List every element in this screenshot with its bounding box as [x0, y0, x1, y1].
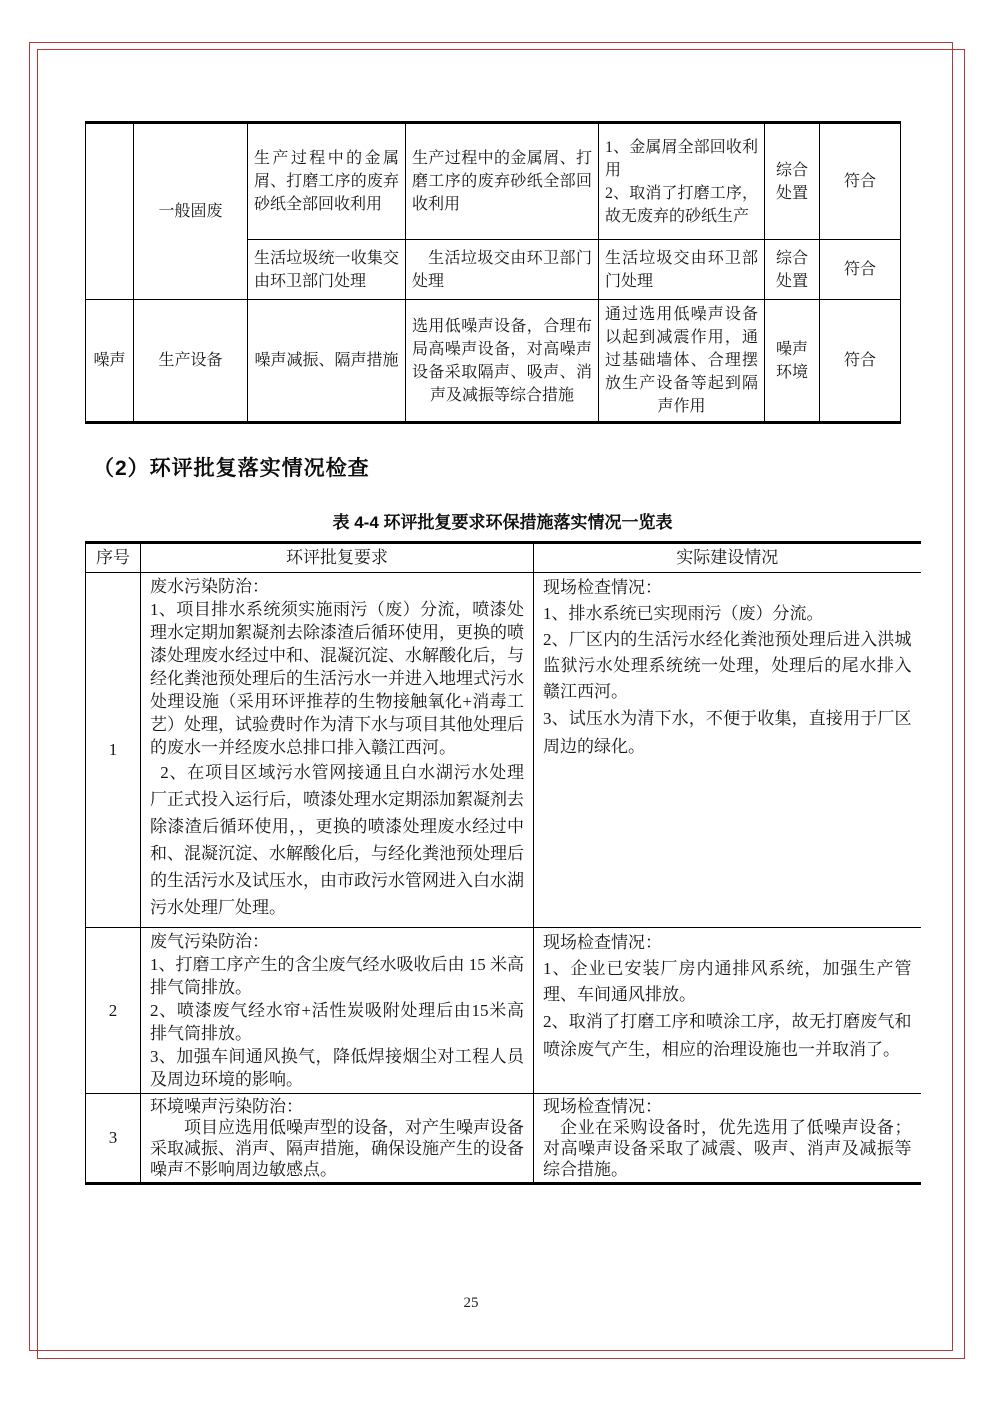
approval-requirement-cell: 噪声减振、隔声措施	[248, 300, 406, 423]
conclusion-cell: 符合	[820, 123, 901, 240]
table-row	[86, 123, 901, 240]
eia-measure-cell: 生产过程中的金属屑、打磨工序的废弃砂纸全部回收利用	[406, 123, 599, 240]
conclusion-cell: 符合	[820, 300, 901, 423]
page-number: 25	[463, 1295, 479, 1311]
table-row	[86, 928, 921, 1094]
paragraph: 1、打磨工序产生的含尘废气经水吸收后由 15 米高排气筒排放。	[150, 955, 524, 997]
paragraph: 2、取消了打磨工序和喷涂工序，故无打磨废气和喷涂废气产生，相应的治理设施也一并取消了。	[543, 1012, 912, 1059]
actual-line: 2、取消了打磨工序，故无废弃的砂纸生产	[605, 184, 758, 225]
section-heading: （2）环评批复落实情况检查	[93, 457, 370, 480]
conclusion-cell: 符合	[820, 240, 901, 300]
actual-cell	[534, 1094, 921, 1184]
category-cell-blank	[86, 123, 134, 300]
paragraph: 3、加强车间通风换气，降低焊接烟尘对工程人员及周边环境的影响。	[150, 1047, 524, 1089]
paragraph: 1、企业已安装厂房内通排风系统，加强生产管理、车间通风排放。	[543, 959, 912, 1004]
paragraph: 企业在采购设备时，优先选用了低噪声设备；对高噪声设备采取了减震、吸声、消声及减振等综合措施。	[543, 1118, 912, 1179]
requirement-cell	[141, 573, 534, 928]
disposal-cell: 噪声环境	[765, 300, 820, 423]
paragraph: 现场检查情况：	[543, 1097, 662, 1116]
header-actual-construction: 实际建设情况	[534, 543, 921, 573]
serial-number-cell: 3	[86, 1094, 141, 1184]
paragraph: 2、在项目区域污水管网接通且白水湖污水处理厂正式投入运行后，喷漆处理水定期添加絮凝剂去除漆渣后循环使用，，更换的喷漆处理废水经过中和、混凝沉淀、水解酸化后，与经化粪池预处理后的生活污水及试压水，由市政污水管网进入白水湖污水处理厂处理。	[150, 763, 524, 917]
paragraph: 废水污染防治：	[150, 577, 269, 596]
measures-table-continued	[85, 121, 901, 424]
actual-construction-cell: 生活垃圾交由环卫部门处理	[599, 240, 765, 300]
approval-requirement-cell: 生产过程中的金属屑、打磨工序的废弃砂纸全部回收利用	[248, 123, 406, 240]
serial-number-cell: 1	[86, 573, 141, 928]
table-row	[86, 573, 921, 928]
paragraph: 3、试压水为清下水，不便于收集，直接用于厂区周边的绿化。	[543, 709, 912, 756]
disposal-cell: 综合处置	[765, 123, 820, 240]
actual-cell	[534, 928, 921, 1094]
paragraph: 2、喷漆废气经水帘+活性炭吸附处理后由15米高排气筒排放。	[150, 1001, 524, 1043]
actual-cell	[534, 573, 921, 928]
paragraph: 项目应选用低噪声型的设备，对产生噪声设备采取减振、消声、隔声措施，确保设施产生的设备噪声不影响周边敏感点。	[150, 1118, 524, 1179]
requirement-cell	[141, 928, 534, 1094]
source-cell-general-solid-waste: 一般固废	[134, 123, 248, 300]
paragraph: 环境噪声污染防治：	[150, 1097, 303, 1116]
disposal-cell: 综合处置	[765, 240, 820, 300]
paragraph: 1、项目排水系统须实施雨污（废）分流，喷漆处理水定期加絮凝剂去除漆渣后循环使用，更换的喷漆处理废水经过中和、混凝沉淀、水解酸化后，与经化粪池预处理后的生活污水一并进入地埋式污水处理设施（采用环评推荐的生物接触氧化+消毒工艺）处理，试验费时作为清下水与项目其他处理后的废水一并经废水总排口排入赣江西河。	[150, 600, 524, 757]
approval-requirement-cell: 生活垃圾统一收集交由环卫部门处理	[248, 240, 406, 300]
source-cell-production-equipment: 生产设备	[134, 300, 248, 423]
table-header-row	[86, 543, 921, 573]
eia-measure-cell: 选用低噪声设备，合理布局高噪声设备，对高噪声设备采取隔声、吸声、消声及减振等综合措施	[406, 300, 599, 423]
paragraph: 现场检查情况：	[543, 578, 662, 597]
paragraph: 废气污染防治：	[150, 932, 269, 951]
paragraph: 2、厂区内的生活污水经化粪池预处理后进入洪城监狱污水处理系统统一处理，处理后的尾水排入赣江西河。	[543, 630, 912, 701]
requirement-cell	[141, 1094, 534, 1184]
table-caption: 表 4-4 环评批复要求环保措施落实情况一览表	[332, 513, 673, 532]
header-approval-requirement: 环评批复要求	[141, 543, 534, 573]
actual-construction-cell: 通过选用低噪声设备以起到减震作用，通过基础墙体、合理摆放生产设备等起到隔声作用	[599, 300, 765, 423]
table-row	[86, 1094, 921, 1184]
eia-measure-cell: 生活垃圾交由环卫部门处理	[406, 240, 599, 300]
eia-approval-review-table	[85, 541, 921, 1185]
paragraph: 现场检查情况：	[543, 933, 662, 952]
paragraph: 1、排水系统已实现雨污（废）分流。	[543, 604, 824, 623]
table-row	[86, 300, 901, 423]
serial-number-cell: 2	[86, 928, 141, 1094]
actual-line: 1、金属屑全部回收利用	[605, 138, 758, 179]
category-cell-noise: 噪声	[86, 300, 134, 423]
actual-construction-cell	[599, 123, 765, 240]
header-serial-number: 序号	[86, 543, 141, 573]
